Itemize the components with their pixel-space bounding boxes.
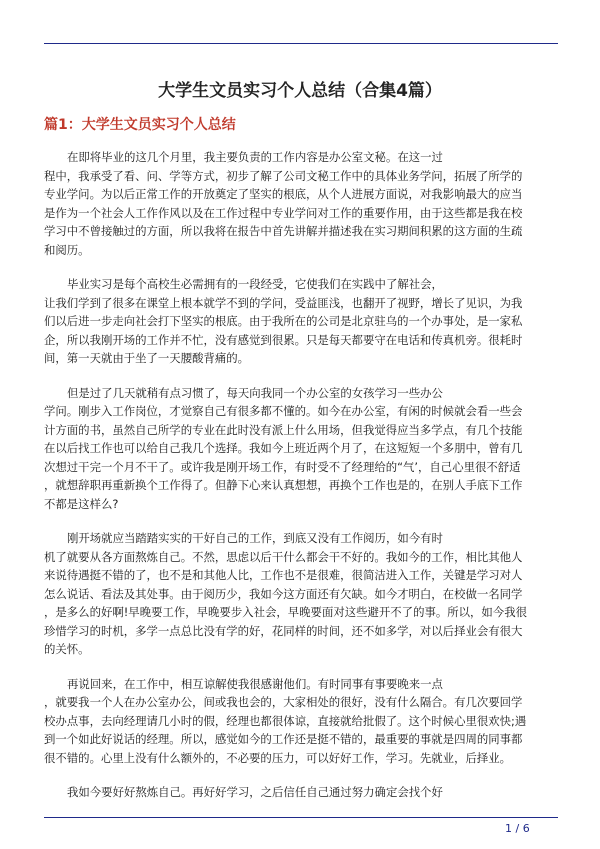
paragraph-line: 学习中不曾接触过的方面，所以我将在报告中首先讲解并描述我在实习期间积累的这方面的生疏 [44,224,523,238]
body-paragraph [44,275,558,368]
document-body [44,148,558,818]
paragraph-line: 珍惜学习的时机，多学一点总比没有学的好，花同样的时间，还不如多学，对以后择业会有很大 [44,623,523,638]
paragraph-line: 怎么说话、看法及其处事。由于阅历少，我如今这方面还有欠缺。如今才明白，在校做一名同学 [44,586,523,601]
paragraph-line: 的关怀。 [44,642,90,656]
footer-rule [44,817,558,818]
paragraph-line: 我如今要好好熬炼自己。再好好学习，之后信任自己通过努力确定会找个好 [67,785,443,799]
paragraph-line: 们以后进一步走向社会打下坚实的根底。由于我所在的公司是北京驻乌的一个办事处，是一家私 [44,314,523,328]
paragraph-line: ，就要我一个人在办公室办公，间或我也会的，大家相处的很好，没有什么隔合。有几次要回学 [44,695,523,709]
page-number: 1 / 6 [505,822,530,835]
body-paragraph [44,148,558,259]
body-paragraph [44,529,558,659]
paragraph-line: ，就想辞职再重新换个工作得了。但静下心来认真想想，再换个工作也是的，在别人手底下工作 [44,478,523,492]
section-heading: 篇1：大学生文员实习个人总结 [44,117,236,133]
paragraph-line: ，是多么的好啊!早晚要工作，早晚要步入社会，早晚要面对这些避开不了的事。所以，如今我很 [44,605,527,619]
body-paragraph [44,783,558,802]
paragraph-line: 到一个如此好说话的经理。所以，感觉如今的工作还是挺不错的，最重要的事就是四周的同事都 [44,732,523,746]
paragraph-line: 来说待遇挺不错的了，也不是和其他人比，工作也不是很难，很简洁进入工作，关键是学习对人 [44,568,523,582]
paragraph-line: 间，第一天就由于坐了一天腰酸背痛的。 [44,351,250,365]
paragraph-line: 和阅历。 [44,242,90,257]
paragraph-line: 计方面的书，虽然自己所学的专业在此时没有派上什么用场，但我觉得应当多学点，有几个技能 [44,422,523,437]
header-rule [44,43,558,44]
body-paragraph [44,384,558,514]
paragraph-line: 毕业实习是每个高校生必需拥有的一段经受，它使我们在实践中了解社会， [67,277,443,291]
paragraph-line: 不都是这样么? [44,496,119,511]
paragraph-line: 专业学问。为以后正常工作的开放奠定了坚实的根底，从个人进展方面说，对我影响最大的应当 [44,187,523,201]
paragraph-line: 企，所以我刚开场的工作并不忙，没有感觉到很累。只是每天都要守在电话和传真机旁。很耗时 [44,332,523,347]
paragraph-line: 在即将毕业的这几个月里，我主要负责的工作内容是办公室文秘。在这一过 [67,150,443,164]
paragraph-line: 机了就要从各方面熬炼自己。不然，思虑以后干什么都会干不好的。我如今的工作，相比其他人 [44,549,523,564]
paragraph-line: 很不错的。心里上没有什么额外的，不必要的压力，可以好好工作，学习。先就业，后择业。 [44,750,512,765]
paragraph-line: 学问。刚步入工作岗位，才觉察自己有很多都不懂的。如今在办公室，有闲的时候就会看一些会 [44,404,523,418]
body-paragraph [44,675,558,768]
paragraph-line: 程中，我承受了看、问、学等方式，初步了解了公司文秘工作中的具体业务学问，拓展了所学的 [44,168,523,183]
paragraph-line: 校办点事，去向经理请几小时的假，经理也都很体谅，直接就给批假了。这个时候心里很欢快;遇 [44,713,527,728]
document-title: 大学生文员实习个人总结（合集4篇） [158,81,442,101]
paragraph-line: 让我们学到了很多在课堂上根本就学不到的学问，受益匪浅，也翻开了视野，增长了见识，为我 [44,295,523,310]
paragraph-line: 刚开场就应当踏踏实实的干好自己的工作，到底又没有工作阅历，如今有时 [67,531,443,545]
paragraph-line: 在以后找工作也可以给自己我几个选择。我如今上班近两个月了，在这短短一个多朋中，曾有几 [44,441,523,455]
paragraph-line: 次想过干完一个月不干了。或许我是刚开场工作，有时受不了经理给的“气’，自己心里很不舒适 [44,459,521,474]
paragraph-line: 再说回来，在工作中，相互谅解使我很感谢他们。有时同事有事要晚来一点 [67,676,443,691]
paragraph-line: 是作为一个社会人工作作风以及在工作过程中专业学问对工作的重要作用，由于这些都是我在校 [44,205,523,220]
paragraph-line: 但是过了几天就稍有点习惯了，每天向我同一个办公室的女孩学习一些办公 [67,385,443,400]
